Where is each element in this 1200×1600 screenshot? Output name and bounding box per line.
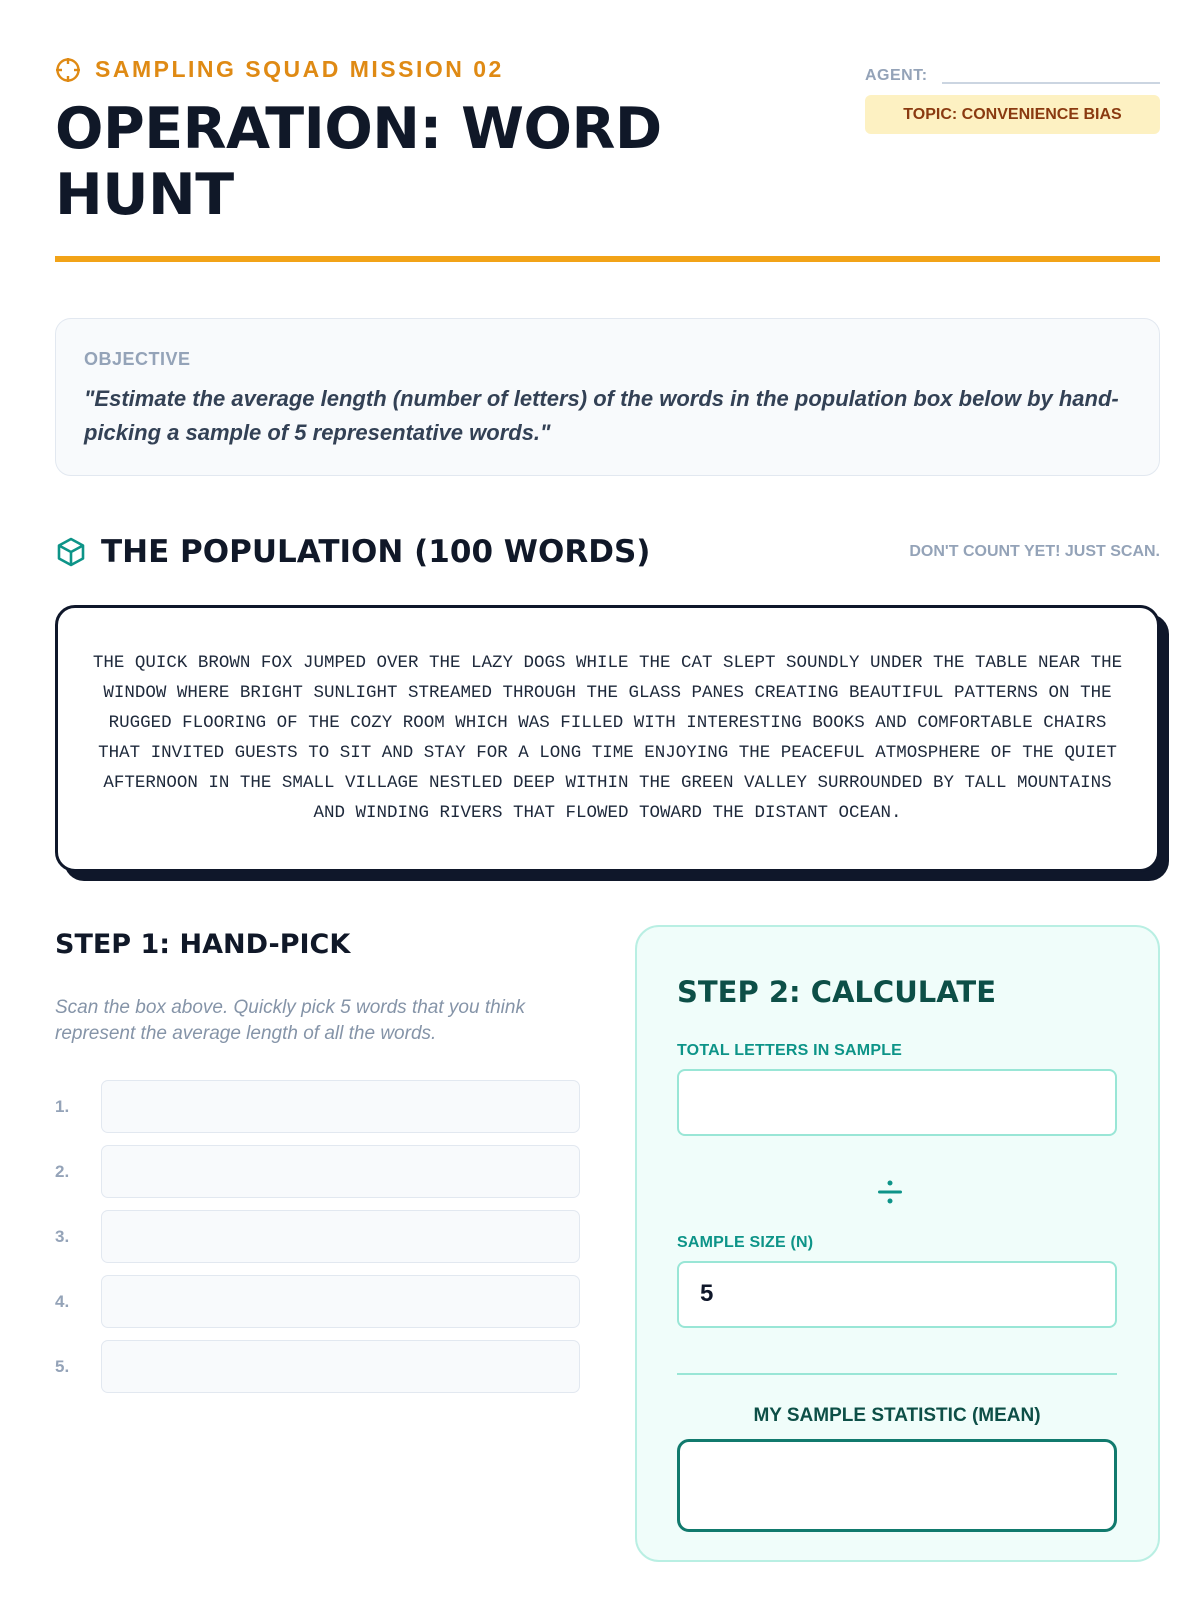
agent-label: AGENT:	[865, 67, 928, 84]
objective-label: OBJECTIVE	[84, 349, 191, 369]
population-heading: THE POPULATION (100 WORDS)	[101, 534, 651, 570]
row-number: 3.	[55, 1227, 70, 1246]
topic-badge: TOPIC: CONVENIENCE BIAS	[865, 95, 1160, 134]
row-number: 1.	[55, 1097, 70, 1116]
sample-word-row	[55, 1275, 580, 1328]
sample-mean-label: MY SAMPLE STATISTIC (MEAN)	[753, 1405, 1041, 1426]
population-header	[55, 532, 1160, 576]
population-text-box: THE QUICK BROWN FOX JUMPED OVER THE LAZY DOGS WHILE THE CAT SLEPT SOUNDLY UNDER THE TABLE NEAR THE WINDOW WHERE BRIGHT SUNLIGHT STREAMED THROUGH THE GLASS PANES CREATING BEAUTIFUL PATTERNS ON THE RUGGED FLOORING OF THE COZY ROOM WHICH WAS FILLED WITH INTERESTING BOOKS AND COMFORTABLE CHAIRS THAT INVITED GUESTS TO SIT AND STAY FOR A LONG TIME ENJOYING THE PEACEFUL ATMOSPHERE OF THE QUIET AFTERNOON IN THE SMALL VILLAGE NESTLED DEEP WITHIN THE GREEN VALLEY SURROUNDED BY TALL MOUNTAINS AND WINDING RIVERS THAT FLOWED TOWARD THE DISTANT OCEAN.	[55, 605, 1160, 872]
divide-icon	[875, 1177, 905, 1207]
row-number: 5.	[55, 1357, 70, 1376]
sample-word-input-2[interactable]	[101, 1145, 580, 1198]
mission-label	[55, 56, 504, 83]
sample-word-row	[55, 1080, 580, 1133]
step1-section	[55, 925, 580, 1425]
sample-word-input-3[interactable]	[101, 1210, 580, 1263]
row-number: 4.	[55, 1292, 70, 1311]
page-title: OPERATION: WORD HUNT	[55, 96, 662, 228]
cube-icon	[55, 536, 87, 568]
total-letters-input[interactable]	[677, 1069, 1117, 1136]
sample-word-input-1[interactable]	[101, 1080, 580, 1133]
row-number: 2.	[55, 1162, 70, 1181]
agent-name-line[interactable]	[942, 66, 1160, 84]
step2-card	[635, 925, 1160, 1562]
sample-word-row	[55, 1340, 580, 1393]
step2-heading: STEP 2: CALCULATE	[677, 975, 996, 1009]
step1-heading: STEP 1: HAND-PICK	[55, 929, 351, 960]
sample-word-input-5[interactable]	[101, 1340, 580, 1393]
objective-card	[55, 318, 1160, 476]
calc-divider	[677, 1373, 1117, 1375]
target-icon	[55, 57, 81, 83]
total-letters-label: TOTAL LETTERS IN SAMPLE	[677, 1042, 903, 1059]
sample-size-input[interactable]	[677, 1261, 1117, 1328]
objective-text: "Estimate the average length (number of letters) of the words in the population box below by hand-picking a sample of 5 representative words."	[84, 386, 1119, 445]
worksheet-header	[55, 52, 1160, 262]
sample-mean-input[interactable]	[677, 1439, 1117, 1532]
mission-text: SAMPLING SQUAD MISSION 02	[95, 56, 504, 82]
sample-size-value: 5	[700, 1280, 714, 1307]
population-hint: DON'T COUNT YET! JUST SCAN.	[909, 543, 1160, 560]
sample-word-input-4[interactable]	[101, 1275, 580, 1328]
sample-word-row	[55, 1210, 580, 1263]
agent-field	[865, 58, 1160, 84]
header-divider	[55, 256, 1160, 262]
sample-word-row	[55, 1145, 580, 1198]
step1-instructions: Scan the box above. Quickly pick 5 words that you think represent the average length of all the words.	[55, 997, 525, 1044]
sample-size-label: SAMPLE SIZE (N)	[677, 1234, 814, 1251]
